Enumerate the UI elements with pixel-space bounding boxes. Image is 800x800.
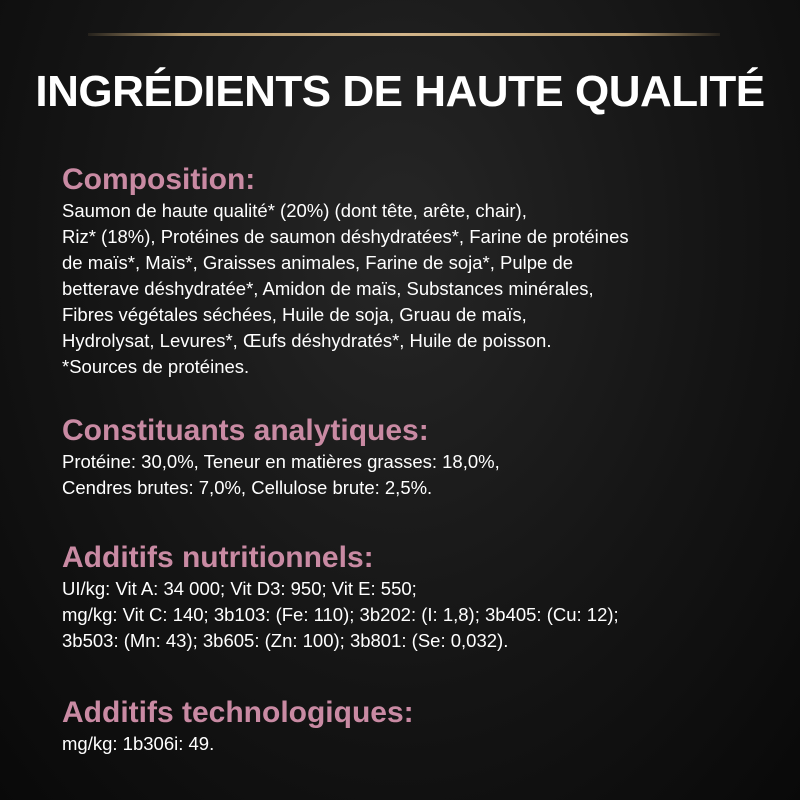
composition-line: Saumon de haute qualité* (20%) (dont tête, arête, chair), [62, 200, 527, 221]
composition-line: de maïs*, Maïs*, Graisses animales, Farine de soja*, Pulpe de [62, 252, 574, 273]
composition-line: betterave déshydratée*, Amidon de maïs, Substances minérales, [62, 278, 594, 299]
analytical-constituents-line: Protéine: 30,0%, Teneur en matières grasses: 18,0%, [62, 451, 500, 472]
nutritional-additives-heading: Additifs nutritionnels: [62, 541, 374, 574]
technological-additives-section [62, 695, 762, 757]
composition-line: Riz* (18%), Protéines de saumon déshydratées*, Farine de protéines [62, 226, 629, 247]
nutritional-additives-line: mg/kg: Vit C: 140; 3b103: (Fe: 110); 3b202: (I: 1,8); 3b405: (Cu: 12); [62, 604, 619, 625]
page-title: INGRÉDIENTS DE HAUTE QUALITÉ [35, 67, 765, 116]
composition-footnote: *Sources de protéines. [62, 356, 250, 377]
analytical-constituents-line: Cendres brutes: 7,0%, Cellulose brute: 2,5%. [62, 477, 433, 498]
composition-line: Fibres végétales séchées, Huile de soja, Gruau de maïs, [62, 304, 527, 325]
nutritional-additives-line: UI/kg: Vit A: 34 000; Vit D3: 950; Vit E: 550; [62, 578, 417, 599]
nutritional-additives-section [62, 540, 762, 654]
technological-additives-heading: Additifs technologiques: [62, 696, 414, 729]
analytical-constituents-section [62, 413, 762, 501]
composition-line: Hydrolysat, Levures*, Œufs déshydratés*, Huile de poisson. [62, 330, 552, 351]
technological-additives-line: mg/kg: 1b306i: 49. [62, 733, 215, 754]
composition-heading: Composition: [62, 163, 256, 196]
gold-divider-line [88, 33, 720, 36]
analytical-constituents-heading: Constituants analytiques: [62, 414, 429, 447]
composition-section [62, 162, 762, 380]
nutritional-additives-line: 3b503: (Mn: 43); 3b605: (Zn: 100); 3b801: (Se: 0,032). [62, 630, 509, 651]
